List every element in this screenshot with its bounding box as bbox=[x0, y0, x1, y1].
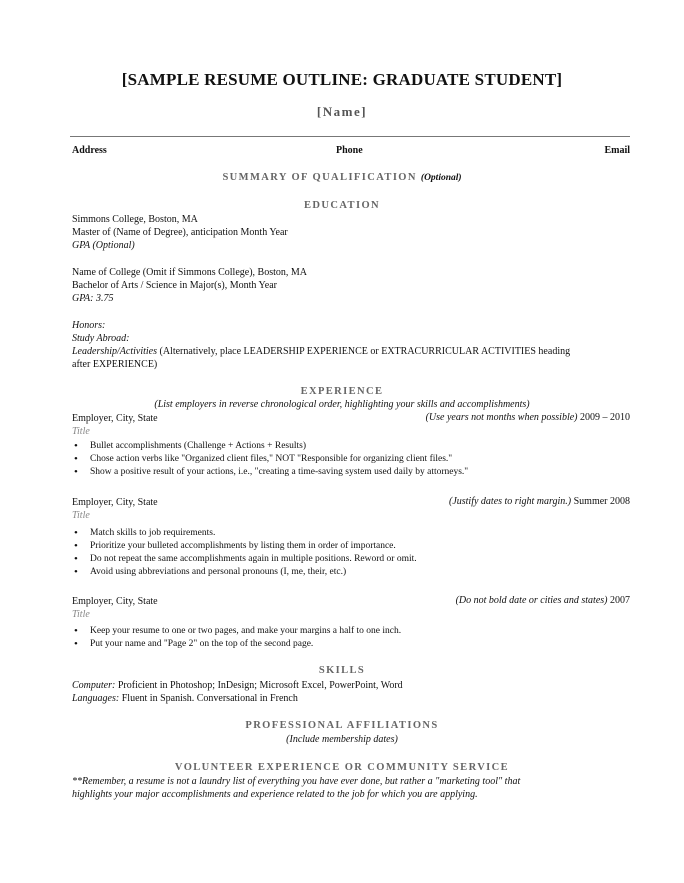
job-3-title: Title bbox=[72, 609, 90, 620]
job-1-bullets bbox=[72, 440, 468, 479]
job-2-dates-line bbox=[449, 496, 630, 507]
leadership-note-cont: after EXPERIENCE) bbox=[72, 359, 158, 370]
honors-label: Honors: bbox=[72, 320, 106, 331]
job-3-dates-line bbox=[456, 595, 630, 606]
education-school-1: Simmons College, Boston, MA bbox=[72, 214, 198, 225]
job-1-dates: 2009 – 2010 bbox=[580, 412, 630, 423]
education-gpa-1: GPA (Optional) bbox=[72, 240, 135, 251]
affiliations-heading: PROFESSIONAL AFFILIATIONS bbox=[245, 720, 439, 731]
job-2-title: Title bbox=[72, 510, 90, 521]
skills-languages bbox=[72, 692, 298, 705]
job-2-bullets bbox=[72, 527, 417, 579]
list-item: • Match skills to job requirements. bbox=[72, 527, 417, 540]
job-3-dates: 2007 bbox=[610, 595, 630, 606]
skills-computer-text: Proficient in Photoshop; InDesign; Microsoft Excel, PowerPoint, Word bbox=[117, 680, 403, 691]
list-item: • Keep your resume to one or two pages, and make your margins a half to one inch. bbox=[72, 625, 401, 638]
list-item: • Do not repeat the same accomplishments again in multiple positions. Reword or omit. bbox=[72, 553, 417, 566]
job-1-employer: Employer, City, State bbox=[72, 413, 158, 424]
candidate-name: [Name] bbox=[316, 104, 368, 119]
summary-optional-note: (Optional) bbox=[420, 173, 462, 183]
contact-phone: Phone bbox=[336, 145, 363, 156]
summary-heading bbox=[0, 172, 684, 183]
list-item: • Chose action verbs like "Organized client files," NOT "Responsible for organizing client files." bbox=[72, 453, 468, 466]
list-item: • Show a positive result of your actions, i.e., "creating a time-saving system used daily by attorneys." bbox=[72, 466, 468, 479]
volunteer-heading: VOLUNTEER EXPERIENCE OR COMMUNITY SERVICE bbox=[174, 762, 510, 773]
skills-computer-label: Computer: bbox=[72, 680, 116, 691]
leadership-note: (Alternatively, place LEADERSHIP EXPERIENCE or EXTRACURRICULAR ACTIVITIES heading bbox=[159, 346, 571, 357]
list-item: • Avoid using abbreviations and personal pronouns (I, me, their, etc.) bbox=[72, 566, 417, 579]
leadership-label: Leadership/Activities bbox=[72, 346, 157, 357]
education-degree-1: Master of (Name of Degree), anticipation Month Year bbox=[72, 227, 288, 238]
job-1-title: Title bbox=[72, 426, 90, 437]
experience-heading: EXPERIENCE bbox=[300, 386, 384, 397]
contact-email: Email bbox=[604, 145, 630, 156]
list-item: • Bullet accomplishments (Challenge + Actions + Results) bbox=[72, 440, 468, 453]
contact-address: Address bbox=[72, 145, 107, 156]
summary-heading-text: SUMMARY OF QUALIFICATION bbox=[222, 172, 417, 183]
list-item: • Prioritize your bulleted accomplishments by listing them in order of importance. bbox=[72, 540, 417, 553]
job-2-dates: Summer 2008 bbox=[573, 496, 630, 507]
document-title: [SAMPLE RESUME OUTLINE: GRADUATE STUDENT] bbox=[121, 70, 563, 89]
study-abroad-label: Study Abroad: bbox=[72, 333, 130, 344]
leadership-line bbox=[72, 345, 570, 358]
skills-languages-text: Fluent in Spanish. Conversational in French bbox=[121, 693, 298, 704]
list-item: • Put your name and "Page 2" on the top of the second page. bbox=[72, 638, 401, 651]
job-2-date-note: (Justify dates to right margin.) bbox=[448, 496, 572, 507]
volunteer-note-1: **Remember, a resume is not a laundry list of everything you have ever done, but rather a "marketing tool" that bbox=[72, 776, 521, 787]
skills-heading: SKILLS bbox=[318, 665, 366, 676]
job-3-employer: Employer, City, State bbox=[72, 596, 158, 607]
education-heading: EDUCATION bbox=[304, 200, 380, 211]
job-2-employer: Employer, City, State bbox=[72, 497, 158, 508]
volunteer-note-2: highlights your major accomplishments and experience related to the job for which you are applying. bbox=[72, 789, 478, 800]
education-school-2: Name of College (Omit if Simmons College), Boston, MA bbox=[72, 267, 307, 278]
education-degree-2: Bachelor of Arts / Science in Major(s), Month Year bbox=[72, 280, 277, 291]
job-1-date-note: (Use years not months when possible) bbox=[425, 412, 578, 423]
experience-note: (List employers in reverse chronological order, highlighting your skills and accomplishments) bbox=[154, 399, 530, 410]
education-gpa-2: GPA: 3.75 bbox=[72, 293, 114, 304]
job-3-date-note: (Do not bold date or cities and states) bbox=[455, 595, 608, 606]
header-divider bbox=[70, 136, 630, 137]
skills-languages-label: Languages: bbox=[72, 693, 120, 704]
job-1-dates-line bbox=[426, 412, 630, 423]
job-3-bullets bbox=[72, 625, 401, 651]
skills-computer bbox=[72, 679, 403, 692]
affiliations-note: (Include membership dates) bbox=[286, 734, 398, 745]
